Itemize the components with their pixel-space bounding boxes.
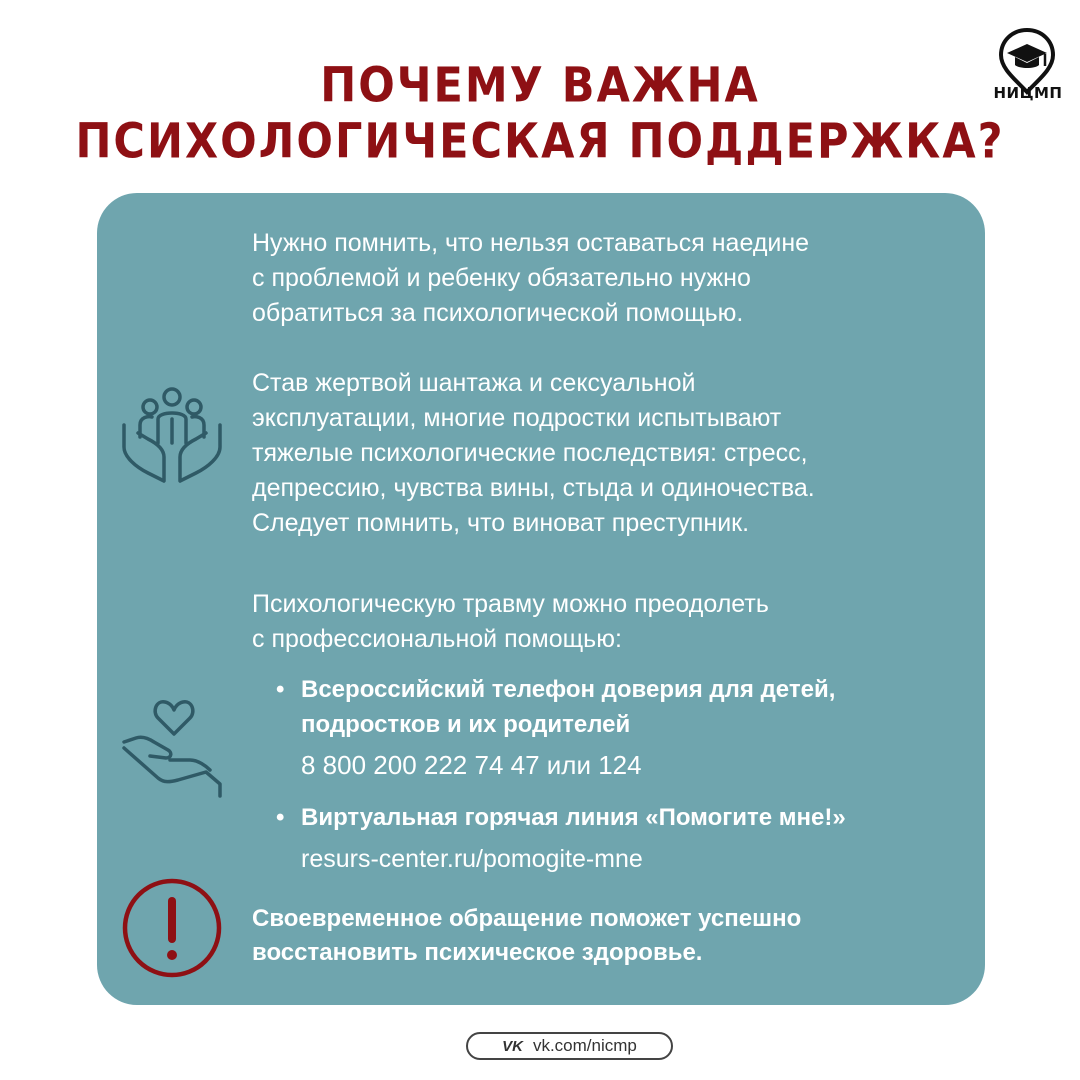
vk-icon: VK [502,1037,523,1055]
bullet-dot: • [276,804,285,831]
paragraph-line: депрессию, чувства вины, стыда и одиночества. [252,474,815,502]
paragraph-line: с проблемой и ребенку обязательно нужно [252,264,751,292]
paragraph-line: Став жертвой шантажа и сексуальной [252,369,696,397]
bullet-dot: • [276,676,285,703]
helpline-phone: 8 800 200 222 74 47 или 124 [301,750,642,780]
final-message-line: Своевременное обращение поможет успешно [252,905,802,932]
paragraph-alone [252,226,942,331]
paragraph-line: Следует помнить, что виноват преступник. [252,509,750,537]
final-message-line: восстановить психическое здоровье. [252,939,703,966]
paragraph-line: с профессиональной помощью: [252,625,622,653]
paragraph-consequences [252,366,942,541]
final-message [252,902,952,970]
exclamation-circle-icon [121,877,223,979]
helpline-title-line: подростков и их родителей [301,711,631,738]
paragraph-line: обратиться за психологической помощью. [252,299,744,327]
vk-link[interactable] [466,1032,673,1060]
hotline-link[interactable]: resurs-center.ru/pomogite-mne [301,845,643,873]
page-title-line1: ПОЧЕМУ ВАЖНА [320,58,760,114]
hotline-title: Виртуальная горячая линия «Помогите мне!» [301,804,846,831]
helpline-title-line: Всероссийский телефон доверия для детей, [301,676,836,703]
paragraph-line: Нужно помнить, что нельзя оставаться наедине [252,229,810,257]
paragraph-line: Психологическую травму можно преодолеть [252,590,769,618]
helpline-title [301,672,951,742]
page-title-line2: ПСИХОЛОГИЧЕСКАЯ ПОДДЕРЖКА? [75,114,1005,170]
paragraph-line: тяжелые психологические последствия: стресс, [252,439,808,467]
paragraph-line: эксплуатации, многие подростки испытывают [252,404,782,432]
logo-text: НИЦМП [993,84,1063,102]
paragraph-help [252,587,942,657]
vk-url: vk.com/nicmp [532,1036,637,1055]
heart-in-hand-icon [118,690,226,800]
page-title [0,58,1080,170]
people-in-hands-icon [118,385,226,489]
